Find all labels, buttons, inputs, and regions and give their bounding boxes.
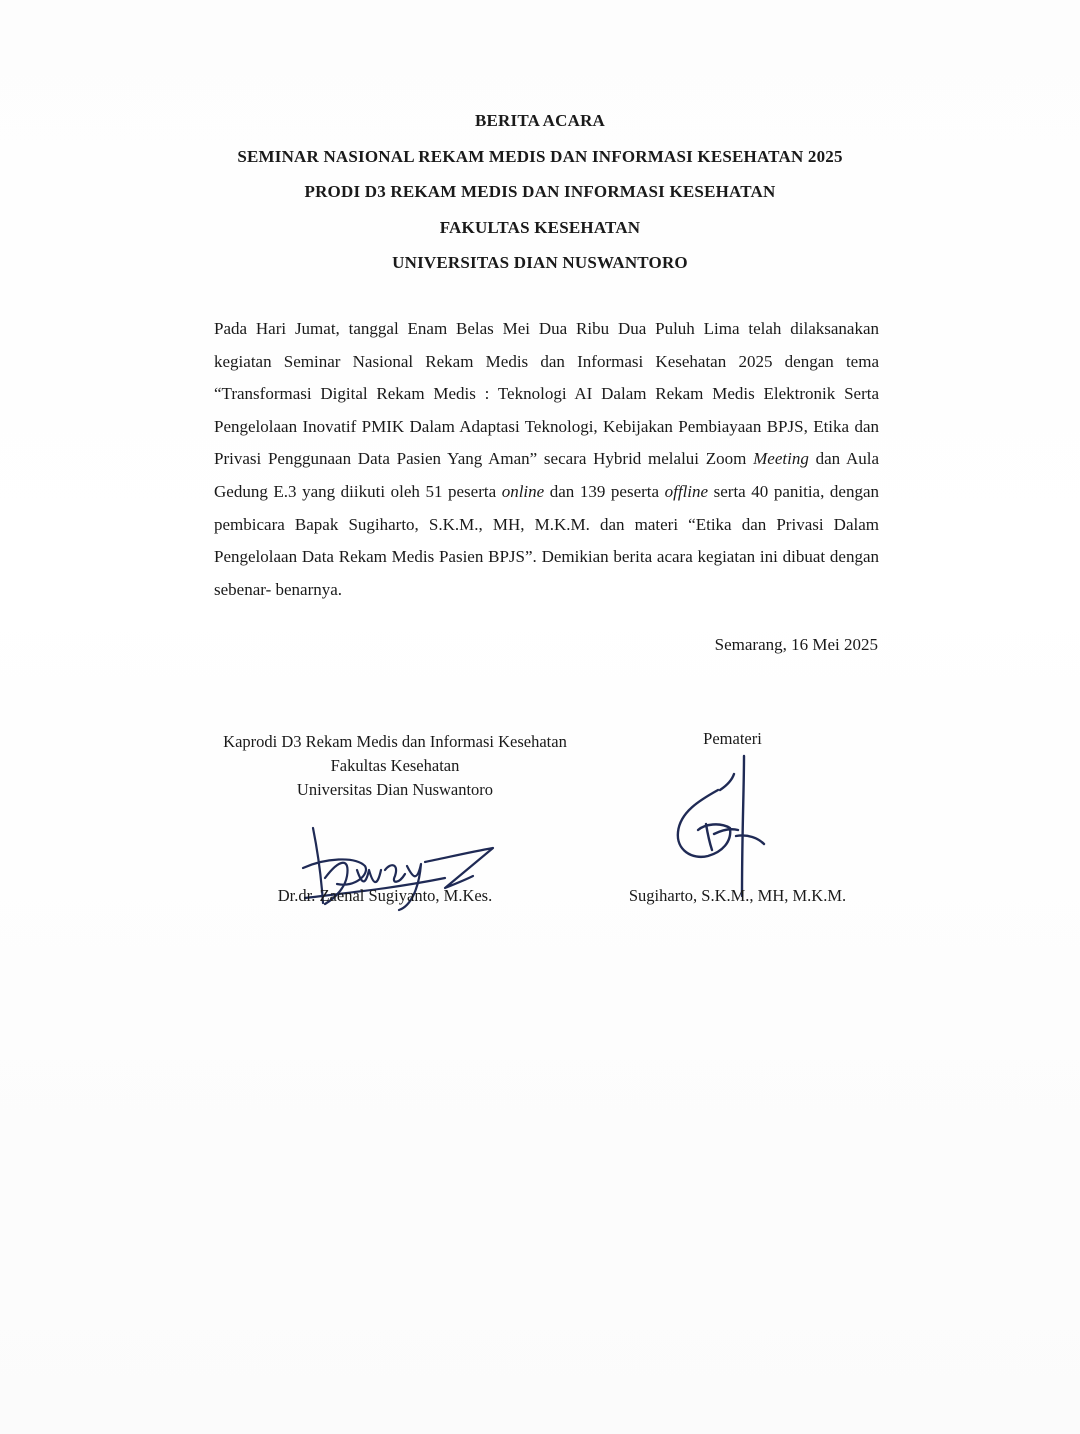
signatory-right-role: Pemateri: [703, 729, 762, 748]
body-text-part: dan 139 peserta: [544, 481, 665, 501]
body-text-part: dan Aula Gedung E.3 yang diikuti oleh 51 peserta: [214, 449, 879, 501]
body-paragraph: [214, 313, 879, 606]
body-italic-meeting: Meeting: [753, 449, 809, 469]
signatory-left-position: Kaprodi D3 Rekam Medis dan Informasi Kesehatan: [223, 732, 567, 751]
heading-event: SEMINAR NASIONAL REKAM MEDIS DAN INFORMASI KESEHATAN 2025: [237, 146, 843, 166]
heading-program: PRODI D3 REKAM MEDIS DAN INFORMASI KESEHATAN: [304, 182, 776, 201]
heading-faculty: FAKULTAS KESEHATAN: [439, 217, 641, 237]
heading-university: UNIVERSITAS DIAN NUSWANTORO: [392, 253, 688, 272]
signatory-right-title: [600, 727, 865, 751]
place-date: Semarang, 16 Mei 2025: [714, 635, 878, 654]
body-italic-offline: offline: [664, 481, 709, 501]
signatory-left-faculty: Fakultas Kesehatan: [330, 756, 460, 775]
signature-right-image: [660, 750, 780, 900]
signatory-left-university: Universitas Dian Nuswantoro: [296, 780, 494, 799]
document-heading: [0, 103, 1080, 281]
signatory-right-name: Sugiharto, S.K.M., MH, M.K.M.: [628, 886, 847, 905]
signatory-left-title: [200, 730, 590, 802]
body-text-part: serta 40 panitia, dengan pembicara Bapak Sugiharto, S.K.M., MH, M.K.M. dan materi “Etika dan Privasi Dalam Pengelolaan Data Rekam Medis Pasien BPJS”. Demikian berita acara kegiatan ini dibuat dengan sebenar- benarnya.: [214, 481, 879, 599]
body-italic-online: online: [501, 481, 545, 501]
body-text-part: Pada Hari Jumat, tanggal Enam Belas Mei Dua Ribu Dua Puluh Lima telah dilaksanakan kegiatan Seminar Nasional Rekam Medis dan Informasi Kesehatan 2025 dengan tema “Transformasi Digital Rekam Medis : Teknologi AI Dalam Rekam Medis Elektronik Serta Pengelolaan Inovatif PMIK Dalam Adaptasi Teknologi, Kebijakan Pembiayaan BPJS, Etika dan Privasi Penggunaan Data Pasien Yang Aman” secara Hybrid melalui Zoom: [214, 319, 879, 469]
heading-title: BERITA ACARA: [474, 111, 606, 130]
signatory-left-name: Dr.dr. Zaenal Sugiyanto, M.Kes.: [277, 886, 493, 905]
